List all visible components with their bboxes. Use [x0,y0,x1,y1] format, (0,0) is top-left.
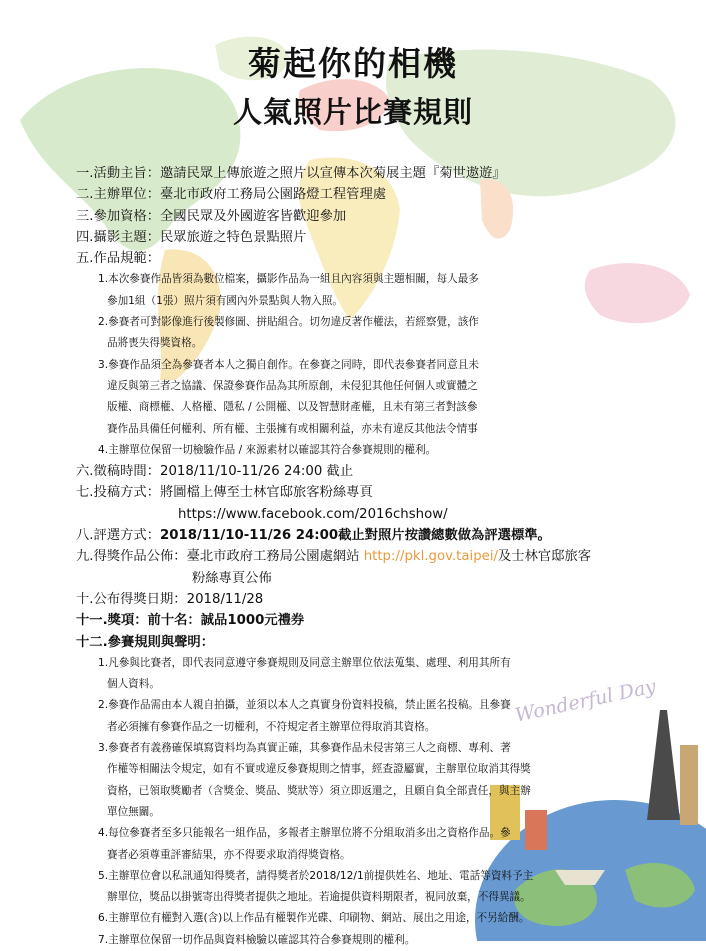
rules-document [76,163,636,951]
rule-line: 6.主辦單位有權對入選(含)以上作品有權製作光碟、印刷物、網站、展出之用途，不另給酬。 [98,912,530,925]
rule-line: 個人資料。 [107,678,160,691]
item-organizer: 二.主辦單位：臺北市政府工務局公園路燈工程管理處 [76,187,387,203]
item-eligibility: 三.參加資格：全國民眾及外國遊客皆歡迎參加 [76,208,347,224]
facebook-url-link[interactable]: https://www.facebook.com/2016chshow/ [178,506,448,522]
rule-line: 辦單位，獎品以掛號寄出得獎者提供之地址。若逾提供資料期限者，視同放棄，不得異議。 [107,891,531,904]
rule-line: 資格，已領取獎勵者（含獎金、獎品、獎狀等）須立即返還之，且願自負全部責任，與主辦 [107,784,531,797]
spec-rule-line: 版權、商標權、人格權、隱私 / 公開權、以及智慧財產權，且未有第三者對該參 [107,401,478,414]
item-prize: 十一.獎項：前十名：誠品1000元禮券 [76,613,305,629]
rule-line: 作權等相關法令規定，如有不實或違反參賽規則之情事，經查證屬實，主辦單位取消其得獎 [107,763,531,776]
watermark-text: Wonderful Day [513,675,658,727]
tower-icon [680,745,698,825]
spec-rule-line: 參加1組（1張）照片須有國內外景點與人物入照。 [107,294,343,307]
rule-line: 2.參賽作品需由本人親自拍攝，並須以本人之真實身份資料投稿，禁止匿名投稿。且參賽 [98,699,511,712]
rule-line: 1.凡參與比賽者，即代表同意遵守參賽規則及同意主辦單位依法蒐集、處理、利用其所有 [98,656,511,669]
spec-rule-line: 2.參賽者可對影像進行後製修圖、拼貼組合。切勿違反著作權法，若經察覺，該作 [98,316,479,329]
rule-line: 單位無關。 [107,805,160,818]
spec-rule-line: 品將喪失得獎資格。 [107,337,203,350]
spec-rule-line: 4.主辦單位保留一切檢驗作品 / 來源素材以確認其符合參賽規則的權利。 [98,443,437,456]
item-deadline: 六.徵稿時間：2018/11/10-11/26 24:00 截止 [76,464,354,480]
spec-rule-line: 違反與第三者之協議、保證參賽作品為其所原創，未侵犯其他任何個人或實體之 [107,379,478,392]
rule-line: 7.主辦單位保留一切作品與資料檢驗以確認其符合參賽規則的權利。 [98,933,416,946]
page-title: 菊起你的相機 [248,44,458,83]
item-spec-heading: 五.作品規範： [76,251,161,267]
item-purpose: 一.活動主旨：邀請民眾上傳旅遊之照片以宣傳本次菊展主題『菊世遨遊』 [76,166,506,181]
page-subtitle: 人氣照片比賽規則 [232,95,473,129]
item-theme: 四.攝影主題：民眾旅遊之特色景點照片 [76,229,307,245]
rule-line: 者必須擁有參賽作品之一切權利，不符規定者主辦單位得取消其資格。 [107,720,436,733]
item-judging: 八.評選方式：2018/11/10-11/26 24:00截止對照片按讚總數做為評選標準。 [76,528,551,544]
spec-rule-line: 3.參賽作品須全為參賽者本人之獨自創作。在參賽之同時，即代表參賽者同意且未 [98,358,479,371]
spec-rule-line: 賽作品具備任何權利、所有權、主張擁有或相關利益，亦未有違反其他法令情事 [107,422,478,435]
rule-line: 5.主辦單位會以私訊通知得獎者，請得獎者於2018/12/1前提供姓名、地址、電話等資料予主 [98,869,534,882]
pkl-website-link[interactable]: http://pkl.gov.taipei/ [363,549,498,565]
rule-line: 3.參賽者有義務確保填寫資料均為真實正確，其參賽作品未侵害第三人之商標、專利、著 [98,742,511,755]
item-rules-heading: 十二.參賽規則與聲明： [76,634,215,650]
eiffel-tower-icon [647,710,680,820]
item-winners-publish: 九.得獎作品公佈：臺北市政府工務局公園處網站 http://pkl.gov.taipei/及士林官邸旅客 [76,549,592,565]
spec-rule-line: 1.本次參賽作品皆須為數位檔案，攝影作品為一組且內容須與主題相關，每人最多 [98,273,479,286]
rule-line: 賽者必須尊重評審結果，亦不得要求取消得獎資格。 [107,848,351,861]
rule-line: 4.每位參賽者至多只能報名一組作品，多報者主辦單位將不分組取消多出之資格作品。參 [98,827,511,840]
item-submission: 七.投稿方式：將圖檔上傳至士林官邸旅客粉絲專頁 [76,485,373,501]
item-announce-date: 十.公布得獎日期：2018/11/28 [76,591,264,607]
item-winners-publish-cont: 粉絲專頁公佈 [192,570,272,586]
